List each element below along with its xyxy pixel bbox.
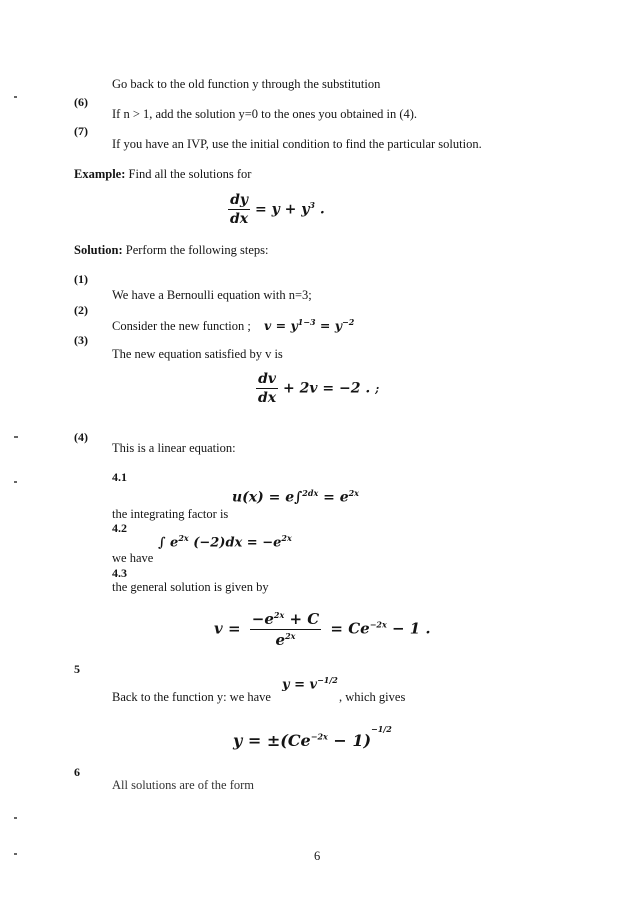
general-den-exp: 2x bbox=[285, 631, 296, 641]
step-number-4: (4) bbox=[74, 430, 88, 444]
integral-a: ∫ e bbox=[158, 535, 179, 551]
step-number-5: 5 bbox=[74, 662, 80, 676]
step-number-3: (3) bbox=[74, 333, 88, 347]
general-num-a: −e bbox=[251, 610, 274, 628]
step-4-3: 4.3 bbox=[112, 566, 127, 580]
u-eq-b: = e bbox=[323, 489, 349, 506]
step-number-6: (6) bbox=[74, 95, 88, 109]
add-solution-text: If n > 1, add the solution y=0 to the ones you obtained in (4). bbox=[112, 107, 418, 121]
example-period: . bbox=[319, 201, 325, 218]
y-v-eq-a: y = v bbox=[282, 677, 318, 693]
step-4-1: 4.1 bbox=[112, 470, 127, 484]
example-equation bbox=[228, 192, 325, 227]
new-function-text: Consider the new function ; bbox=[112, 319, 251, 334]
final-exp1: −2x bbox=[310, 731, 328, 742]
example-numerator: dy bbox=[230, 192, 249, 208]
back-to-y-text: Back to the function y: we have bbox=[112, 690, 271, 704]
step-number-1: (1) bbox=[74, 272, 88, 286]
v-numerator: dv bbox=[258, 371, 277, 387]
linear-text: This is a linear equation: bbox=[112, 441, 236, 455]
scan-mark bbox=[14, 481, 17, 483]
u-equation bbox=[232, 488, 359, 506]
integral-exp1: 2x bbox=[178, 533, 189, 543]
general-num-exp: 2x bbox=[273, 610, 285, 620]
solution-line bbox=[74, 243, 268, 258]
solution-label: Solution: bbox=[74, 243, 123, 257]
general-num-b: + C bbox=[284, 610, 320, 628]
integrating-factor-text: the integrating factor is bbox=[112, 507, 229, 521]
new-function-eq-exp1: 1−3 bbox=[297, 317, 316, 327]
v-tail: ; bbox=[375, 382, 380, 396]
v-rhs: + 2v = −2 . bbox=[283, 380, 371, 397]
final-equation bbox=[233, 724, 392, 750]
new-function-eq-exp2: −2 bbox=[342, 317, 355, 327]
step-number-7: (7) bbox=[74, 124, 88, 138]
y-v-equation bbox=[282, 675, 338, 692]
general-den-a: e bbox=[275, 631, 286, 649]
general-denominator bbox=[274, 630, 298, 649]
all-solutions-text: All solutions are of the form bbox=[112, 778, 254, 792]
v-denominator: dx bbox=[258, 390, 277, 406]
v-equation bbox=[256, 371, 379, 406]
step-4-2: 4.2 bbox=[112, 521, 127, 535]
scan-mark bbox=[14, 853, 17, 855]
example-line bbox=[74, 167, 251, 182]
new-function-line bbox=[112, 317, 354, 334]
example-label: Example: bbox=[74, 167, 126, 181]
example-text: Find all the solutions for bbox=[128, 167, 252, 181]
general-numerator bbox=[250, 610, 321, 630]
general-solution-equation bbox=[214, 610, 431, 649]
bernoulli-text: We have a Bernoulli equation with n=3; bbox=[112, 288, 312, 302]
general-solution-text: the general solution is given by bbox=[112, 580, 269, 594]
which-gives-text: , which gives bbox=[339, 690, 406, 704]
new-function-eq-b: = y bbox=[319, 318, 343, 334]
scan-mark bbox=[14, 817, 17, 819]
new-function-equation bbox=[264, 318, 354, 333]
general-rhs-a: = Ce bbox=[330, 619, 370, 638]
general-v: v = bbox=[214, 619, 241, 638]
example-rhs: = y + y bbox=[255, 201, 310, 218]
v-fraction bbox=[256, 371, 278, 406]
integral-equation bbox=[158, 533, 292, 550]
general-rhs-b: − 1 . bbox=[386, 619, 431, 638]
u-eq-exp1: 2dx bbox=[302, 488, 319, 498]
integral-b: (−2)dx = −e bbox=[193, 535, 282, 551]
step-number-6-final: 6 bbox=[74, 765, 80, 779]
page-number: 6 bbox=[314, 849, 321, 863]
y-v-eq-exp: −1/2 bbox=[317, 675, 338, 685]
example-exponent: 3 bbox=[309, 199, 315, 210]
u-eq-a: u(x) = e∫ bbox=[232, 489, 303, 506]
example-denominator: dx bbox=[230, 211, 249, 227]
final-b: − 1) bbox=[327, 731, 372, 750]
step-number-2: (2) bbox=[74, 303, 88, 317]
new-function-eq-a: v = y bbox=[264, 318, 298, 334]
scan-mark bbox=[14, 436, 18, 438]
general-fraction bbox=[250, 610, 321, 649]
integral-exp2: 2x bbox=[281, 533, 292, 543]
solution-text: Perform the following steps: bbox=[125, 243, 269, 257]
example-fraction bbox=[228, 192, 250, 227]
u-eq-exp2: 2x bbox=[348, 488, 359, 498]
general-rhs-exp: −2x bbox=[369, 619, 387, 630]
final-exp2: −1/2 bbox=[371, 724, 392, 734]
we-have-text: we have bbox=[112, 551, 154, 565]
ivp-text: If you have an IVP, use the initial condition to find the particular solution. bbox=[112, 137, 482, 151]
final-a: y = ±(Ce bbox=[233, 731, 311, 750]
scan-mark bbox=[14, 96, 17, 98]
back-substitution-text: Go back to the old function y through the substitution bbox=[112, 77, 381, 91]
new-equation-text: The new equation satisfied by v is bbox=[112, 347, 283, 361]
